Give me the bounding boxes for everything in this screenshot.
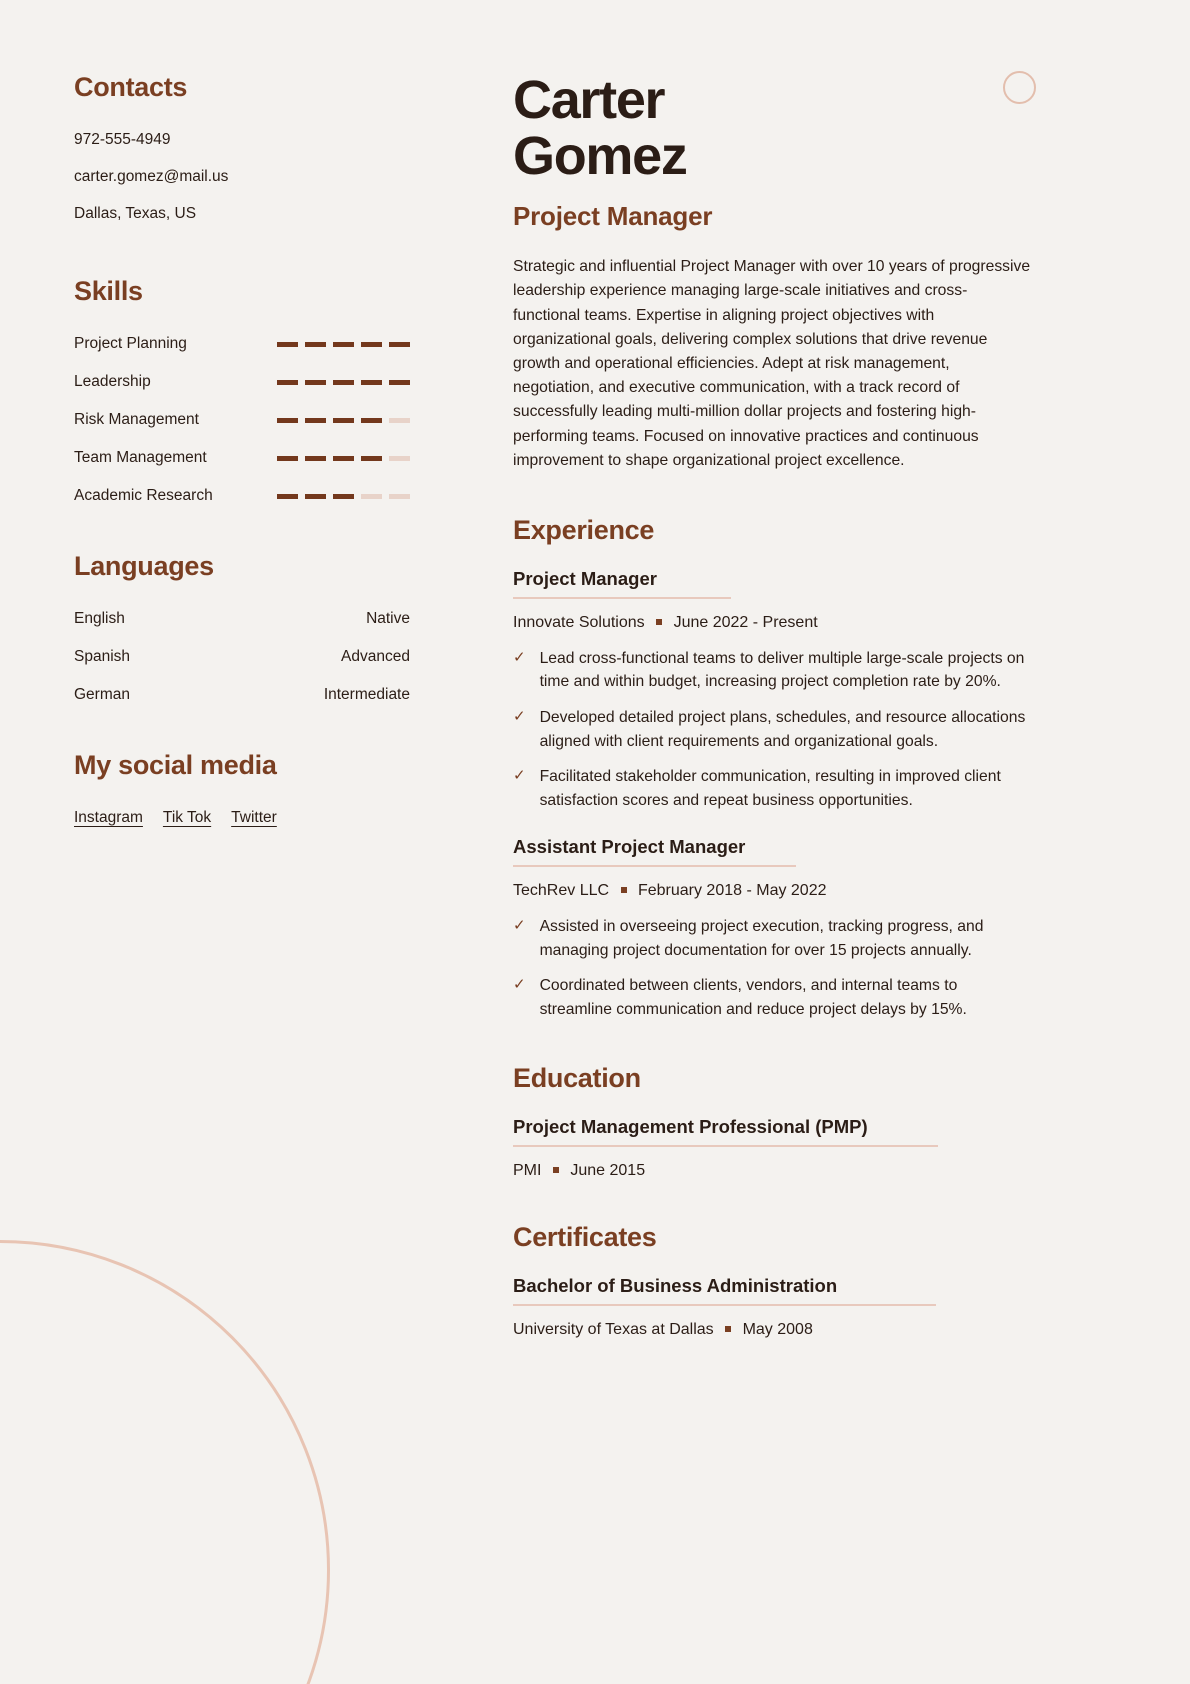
skill-row (74, 373, 410, 391)
entry-meta (513, 1321, 1033, 1339)
language-level: Native (366, 610, 410, 627)
skill-dash (277, 494, 298, 499)
social-links (74, 809, 410, 827)
language-row (74, 610, 410, 628)
bullet-list (513, 647, 1033, 812)
experience-heading: Experience (513, 514, 655, 545)
spacer (74, 525, 410, 551)
skill-dash (277, 456, 298, 461)
experience-list (513, 568, 1033, 1021)
skill-row (74, 449, 410, 467)
entry (513, 1116, 1033, 1180)
bullet-item (513, 974, 1033, 1021)
skill-name: Risk Management (74, 411, 199, 428)
education-list (513, 1116, 1033, 1180)
skill-dash (389, 418, 410, 423)
contact-email[interactable]: carter.gomez@mail.us (74, 168, 229, 185)
spacer (74, 242, 410, 276)
skill-dash (361, 418, 382, 423)
skills-heading: Skills (74, 276, 143, 306)
last-name: Gomez (513, 126, 687, 187)
entry-organization: PMI (513, 1162, 542, 1180)
skill-row (74, 411, 410, 429)
entry-dates: June 2015 (570, 1162, 646, 1180)
entry-title: Project Manager (513, 568, 731, 599)
skill-dash (333, 418, 354, 423)
skills-section (74, 276, 410, 505)
entry-organization: University of Texas at Dallas (513, 1321, 714, 1339)
skill-dash (333, 456, 354, 461)
bullet-list (513, 915, 1033, 1021)
language-level: Intermediate (323, 686, 410, 703)
job-role: Project Manager (513, 201, 713, 232)
bullet-item (513, 647, 1033, 694)
social-heading: My social media (74, 750, 277, 780)
bullet-item (513, 915, 1033, 962)
entry (513, 568, 1033, 812)
skill-dash (277, 380, 298, 385)
page-title (513, 70, 1033, 187)
skill-dash (389, 494, 410, 499)
skill-rating-bar (277, 494, 410, 499)
entry-title: Assistant Project Manager (513, 836, 796, 867)
contact-phone[interactable]: 972-555-4949 (74, 131, 171, 148)
check-icon: ✓ (513, 707, 526, 725)
square-separator-icon (656, 619, 662, 625)
entry-dates: May 2008 (742, 1321, 813, 1339)
skill-dash (305, 380, 326, 385)
social-link-instagram[interactable]: Instagram (74, 809, 143, 826)
skill-name: Leadership (74, 373, 151, 390)
skill-rating-bar (277, 380, 410, 385)
certificates-heading: Certificates (513, 1222, 657, 1253)
skill-dash (389, 380, 410, 385)
entry-organization: Innovate Solutions (513, 613, 645, 631)
entry-meta (513, 614, 1033, 632)
languages-heading: Languages (74, 551, 214, 581)
skill-dash (389, 456, 410, 461)
entry-meta (513, 1162, 1033, 1180)
bullet-text: Facilitated stakeholder communication, resulting in improved client satisfaction scores and repeat business opportunities. (539, 768, 1001, 809)
skill-dash (361, 342, 382, 347)
skill-dash (305, 342, 326, 347)
bullet-item (513, 706, 1033, 753)
bullet-text: Developed detailed project plans, schedules, and resource allocations aligned with client requirements and organizational goals. (539, 708, 1026, 750)
bullet-text: Assisted in overseeing project execution, tracking progress, and managing project documentation for over 15 projects annually. (539, 918, 984, 959)
certificates-list (513, 1275, 1033, 1339)
skill-name: Academic Research (74, 487, 213, 504)
entry-dates: June 2022 - Present (673, 613, 818, 631)
skill-dash (361, 380, 382, 385)
skill-dash (305, 418, 326, 423)
languages-list (74, 610, 410, 704)
contacts-section (74, 72, 410, 223)
skill-name: Project Planning (74, 335, 187, 352)
bullet-text: Coordinated between clients, vendors, and internal teams to streamline communication and reduce project delays by 15%. (539, 977, 967, 1018)
language-row (74, 686, 410, 704)
skill-name: Team Management (74, 449, 207, 466)
contact-location: Dallas, Texas, US (74, 205, 197, 222)
skill-dash (389, 342, 410, 347)
check-icon: ✓ (513, 648, 526, 666)
skill-dash (305, 456, 326, 461)
entry-title: Project Management Professional (PMP) (513, 1116, 938, 1147)
bullet-item (513, 765, 1033, 812)
social-section (74, 750, 410, 827)
skill-dash (305, 494, 326, 499)
skill-dash (361, 494, 382, 499)
entry-title: Bachelor of Business Administration (513, 1275, 936, 1306)
skill-rating-bar (277, 418, 410, 423)
check-icon: ✓ (513, 917, 526, 935)
square-separator-icon (553, 1167, 559, 1173)
contacts-heading: Contacts (74, 72, 188, 102)
skill-dash (277, 342, 298, 347)
spacer (74, 724, 410, 750)
skill-dash (361, 456, 382, 461)
professional-summary: Strategic and influential Project Manager with over 10 years of progressive leadership experience managing large-scale initiatives and cross-functional teams. Expertise in aligning project objectives with organizational goals, delivering complex solutions that drive revenue growth and operational efficiencies. Adept at risk management, negotiation, and executive communication, with a track record of successfully leading multi-million dollar projects and fostering high-performing teams. Focused on innovative practices and continuous improvement to shape organizational project excellence. (513, 258, 1031, 469)
main-content (513, 72, 1033, 1363)
quarter-arc-decoration (0, 1240, 330, 1684)
entry-meta (513, 882, 1033, 900)
skill-dash (277, 418, 298, 423)
language-name: Spanish (74, 648, 131, 665)
entry-dates: February 2018 - May 2022 (637, 882, 827, 900)
languages-section (74, 551, 410, 704)
language-name: German (74, 686, 130, 703)
entry (513, 1275, 1033, 1339)
skill-rating-bar (277, 456, 410, 461)
entry-organization: TechRev LLC (513, 882, 610, 900)
skill-row (74, 487, 410, 505)
skill-dash (333, 494, 354, 499)
education-heading: Education (513, 1063, 641, 1094)
skill-rating-bar (277, 342, 410, 347)
social-link-tik-tok[interactable]: Tik Tok (162, 809, 212, 826)
bullet-text: Lead cross-functional teams to deliver multiple large-scale projects on time and within budget, increasing project completion rate by 20%. (539, 649, 1025, 691)
square-separator-icon (621, 887, 627, 893)
social-link-twitter[interactable]: Twitter (231, 809, 277, 826)
entry (513, 836, 1033, 1021)
skill-dash (333, 380, 354, 385)
skill-row (74, 335, 410, 353)
skills-list (74, 335, 410, 505)
check-icon: ✓ (513, 767, 526, 785)
language-row (74, 648, 410, 666)
language-level: Advanced (341, 648, 410, 665)
square-separator-icon (725, 1326, 731, 1332)
language-name: English (74, 610, 125, 627)
check-icon: ✓ (513, 976, 526, 994)
skill-dash (333, 342, 354, 347)
first-name: Carter (513, 70, 665, 130)
sidebar (74, 72, 410, 827)
